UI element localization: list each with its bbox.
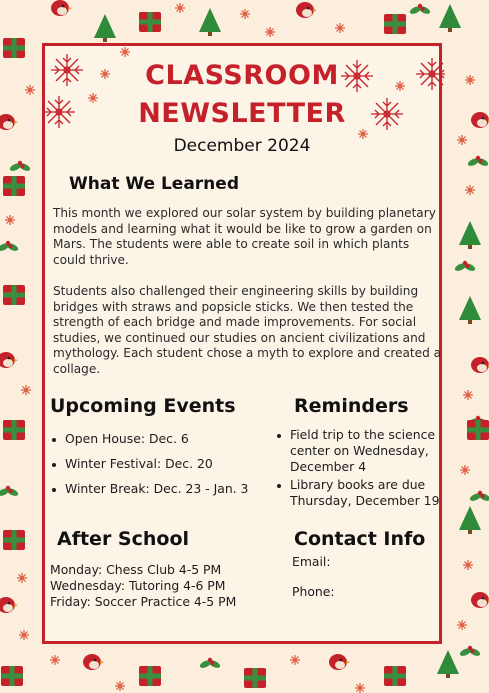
learned-paragraph-1: This month we explored our solar system by building planetary models and learning what it would be like to grow a garden on Mars. The students were able to create soil in which plants could thrive.: [53, 206, 436, 267]
after-school-schedule: [50, 562, 236, 610]
newsletter-date: December 2024: [173, 136, 311, 156]
events-list: [51, 431, 281, 506]
reminders-list: [276, 427, 441, 511]
contact-heading: Contact Info: [294, 528, 426, 550]
learned-paragraph-2: Students also challenged their engineering skills by building bridges with straws and popsicle sticks. We then tested the strength of each bridge and made improvements. For social studies, we continued our studies on ancient civilizations and mythology. Each student chose a myth to explore and created a collage.: [53, 284, 442, 376]
events-heading: Upcoming Events: [50, 395, 236, 417]
list-item: Winter Break: Dec. 23 - Jan. 3: [51, 481, 281, 506]
list-item: Library books are due Thursday, December 19: [276, 477, 441, 509]
email-label: Email:: [292, 554, 331, 569]
schedule-item: Wednesday: Tutoring 4-6 PM: [50, 578, 226, 593]
after-school-heading: After School: [57, 528, 190, 550]
newsletter-card: [42, 43, 442, 644]
phone-label: Phone:: [292, 584, 335, 599]
schedule-item: Friday: Soccer Practice 4-5 PM: [50, 594, 237, 609]
reminders-heading: Reminders: [294, 395, 409, 417]
list-item: Winter Festival: Dec. 20: [51, 456, 281, 481]
list-item: Open House: Dec. 6: [51, 431, 281, 456]
newsletter-title-line2: NEWSLETTER: [138, 98, 346, 129]
learned-heading: What We Learned: [69, 174, 239, 194]
newsletter-title-line1: CLASSROOM: [145, 60, 339, 91]
list-item: Field trip to the science center on Wednesday, December 4: [276, 427, 441, 475]
schedule-item: Monday: Chess Club 4-5 PM: [50, 562, 222, 577]
